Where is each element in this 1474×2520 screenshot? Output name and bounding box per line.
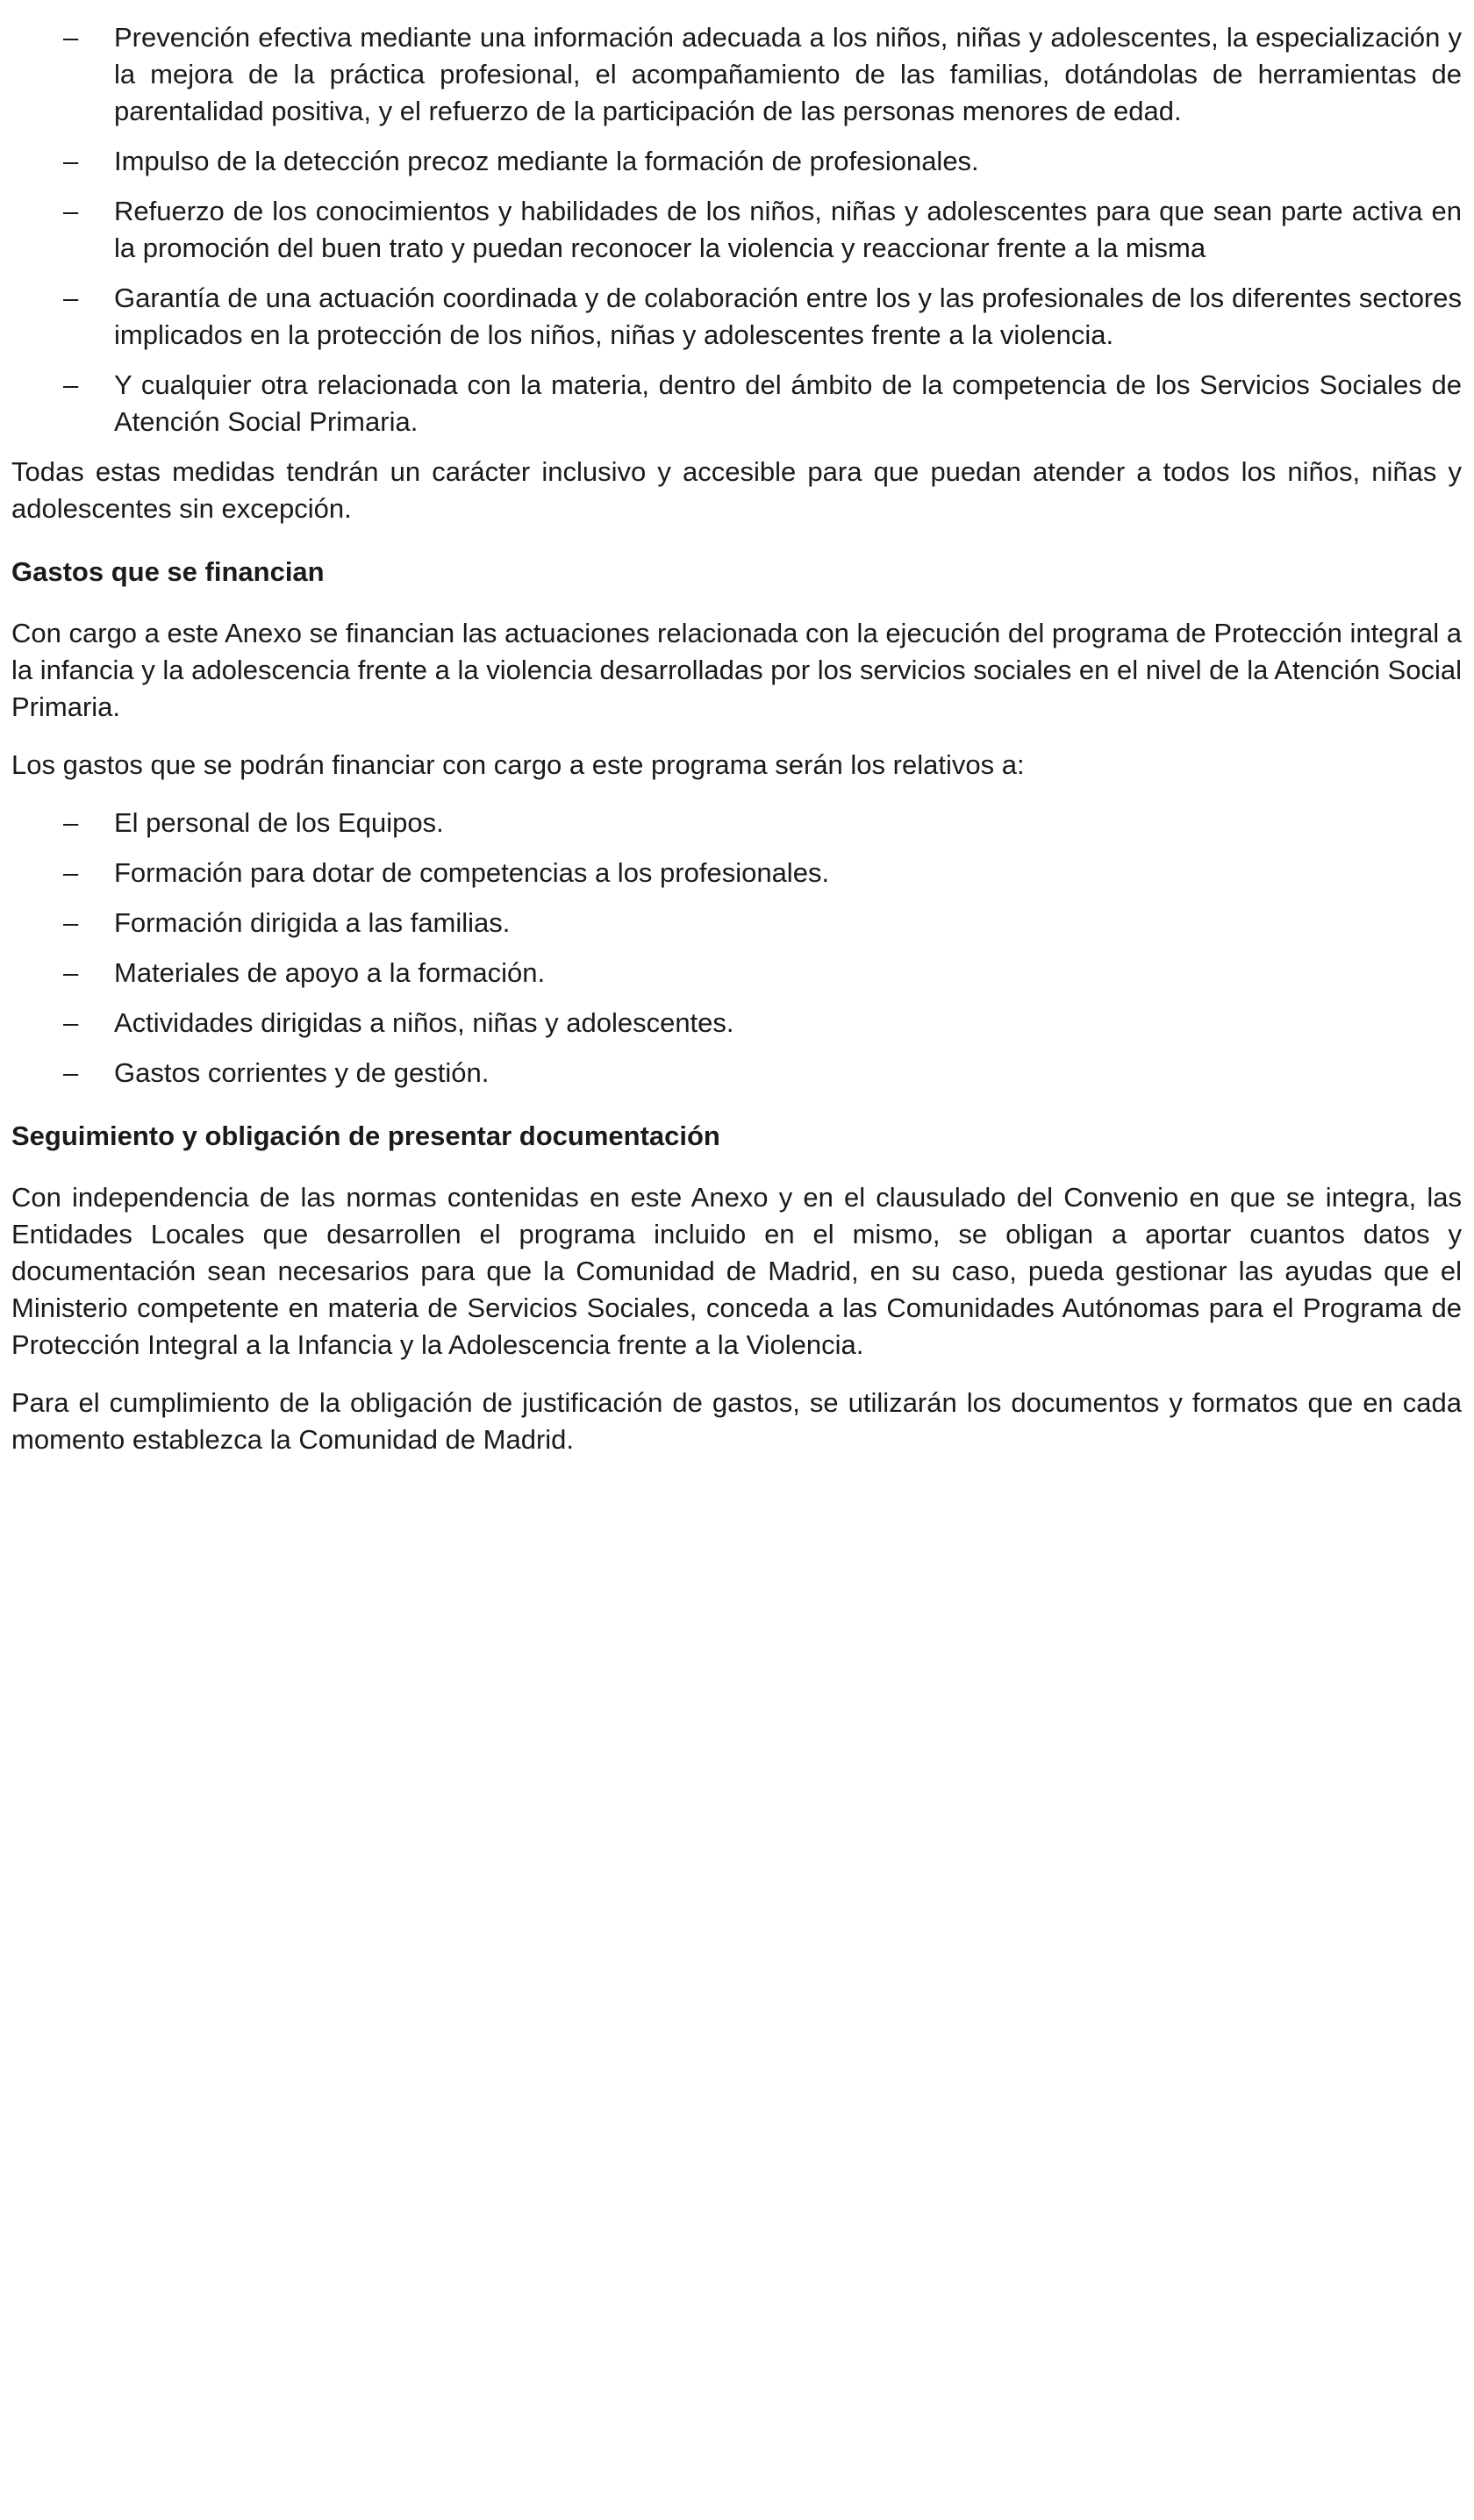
list-item-text: El personal de los Equipos. bbox=[114, 807, 444, 838]
list-item-text: Gastos corrientes y de gestión. bbox=[114, 1057, 490, 1088]
paragraph-con-independencia: Con independencia de las normas contenidas en este Anexo y en el clausulado del Convenio en que se integra, las Entidades Locales que desarrollen el programa incluido en el mismo, se obligan a aportar cuantos datos y documentación sean necesarios para que la Comunidad de Madrid, en su caso, pueda gestionar las ayudas que el Ministerio competente en materia de Servicios Sociales, conceda a las Comunidades Autónomas para el Programa de Protección Integral a la Infancia y la Adolescencia frente a la Violencia. bbox=[11, 1182, 1462, 1360]
list-item-text: Y cualquier otra relacionada con la materia, dentro del ámbito de la competencia de los Servicios Sociales de Atención Social Primaria. bbox=[114, 369, 1462, 437]
dash-marker: – bbox=[63, 807, 79, 838]
paragraph-justificacion: Para el cumplimiento de la obligación de justificación de gastos, se utilizarán los documentos y formatos que en cada momento establezca la Comunidad de Madrid. bbox=[11, 1387, 1462, 1455]
dash-marker: – bbox=[63, 1057, 79, 1088]
dash-marker: – bbox=[63, 1007, 79, 1038]
heading-seguimiento: Seguimiento y obligación de presentar documentación bbox=[11, 1120, 720, 1151]
list-item bbox=[11, 143, 1462, 180]
paragraph-con-cargo: Con cargo a este Anexo se financian las actuaciones relacionada con la ejecución del programa de Protección integral a la infancia y la adolescencia frente a la violencia desarrolladas por los servicios sociales en el nivel de la Atención Social Primaria. bbox=[11, 618, 1462, 722]
list-item-text: Formación para dotar de competencias a los profesionales. bbox=[114, 857, 830, 888]
list-item-text: Prevención efectiva mediante una información adecuada a los niños, niñas y adolescentes, la especialización y la mejora de la práctica profesional, el acompañamiento de las familias, dotándolas de herramientas de parentalidad positiva, y el refuerzo de la participación de las personas menores de edad. bbox=[114, 22, 1462, 126]
list-item bbox=[11, 855, 1462, 891]
list-item bbox=[11, 1055, 1462, 1092]
dash-marker: – bbox=[63, 957, 79, 988]
list-item-text: Actividades dirigidas a niños, niñas y adolescentes. bbox=[114, 1007, 734, 1038]
list-item bbox=[11, 193, 1462, 267]
dash-marker: – bbox=[63, 369, 79, 400]
dash-marker: – bbox=[63, 857, 79, 888]
paragraph-gastos-intro: Los gastos que se podrán financiar con cargo a este programa serán los relativos a: bbox=[11, 749, 1025, 780]
list-item bbox=[11, 955, 1462, 992]
list-item bbox=[11, 367, 1462, 440]
list-item-text: Garantía de una actuación coordinada y de colaboración entre los y las profesionales de los diferentes sectores implicados en la protección de los niños, niñas y adolescentes frente a la violencia. bbox=[114, 283, 1462, 350]
expenses-list bbox=[11, 805, 1462, 1092]
measures-list bbox=[11, 19, 1462, 440]
dash-marker: – bbox=[63, 146, 79, 176]
list-item bbox=[11, 1005, 1462, 1042]
paragraph-inclusive: Todas estas medidas tendrán un carácter inclusivo y accesible para que puedan atender a todos los niños, niñas y adolescentes sin excepción. bbox=[11, 456, 1462, 524]
list-item-text: Impulso de la detección precoz mediante la formación de profesionales. bbox=[114, 146, 979, 176]
list-item bbox=[11, 905, 1462, 941]
dash-marker: – bbox=[63, 907, 79, 938]
list-item bbox=[11, 19, 1462, 130]
heading-gastos: Gastos que se financian bbox=[11, 556, 325, 587]
dash-marker: – bbox=[63, 22, 79, 53]
dash-marker: – bbox=[63, 196, 79, 226]
list-item bbox=[11, 805, 1462, 841]
list-item-text: Refuerzo de los conocimientos y habilidades de los niños, niñas y adolescentes para que sean parte activa en la promoción del buen trato y puedan reconocer la violencia y reaccionar frente a la misma bbox=[114, 196, 1462, 263]
list-item-text: Materiales de apoyo a la formación. bbox=[114, 957, 546, 988]
dash-marker: – bbox=[63, 283, 79, 313]
list-item bbox=[11, 280, 1462, 354]
list-item-text: Formación dirigida a las familias. bbox=[114, 907, 511, 938]
